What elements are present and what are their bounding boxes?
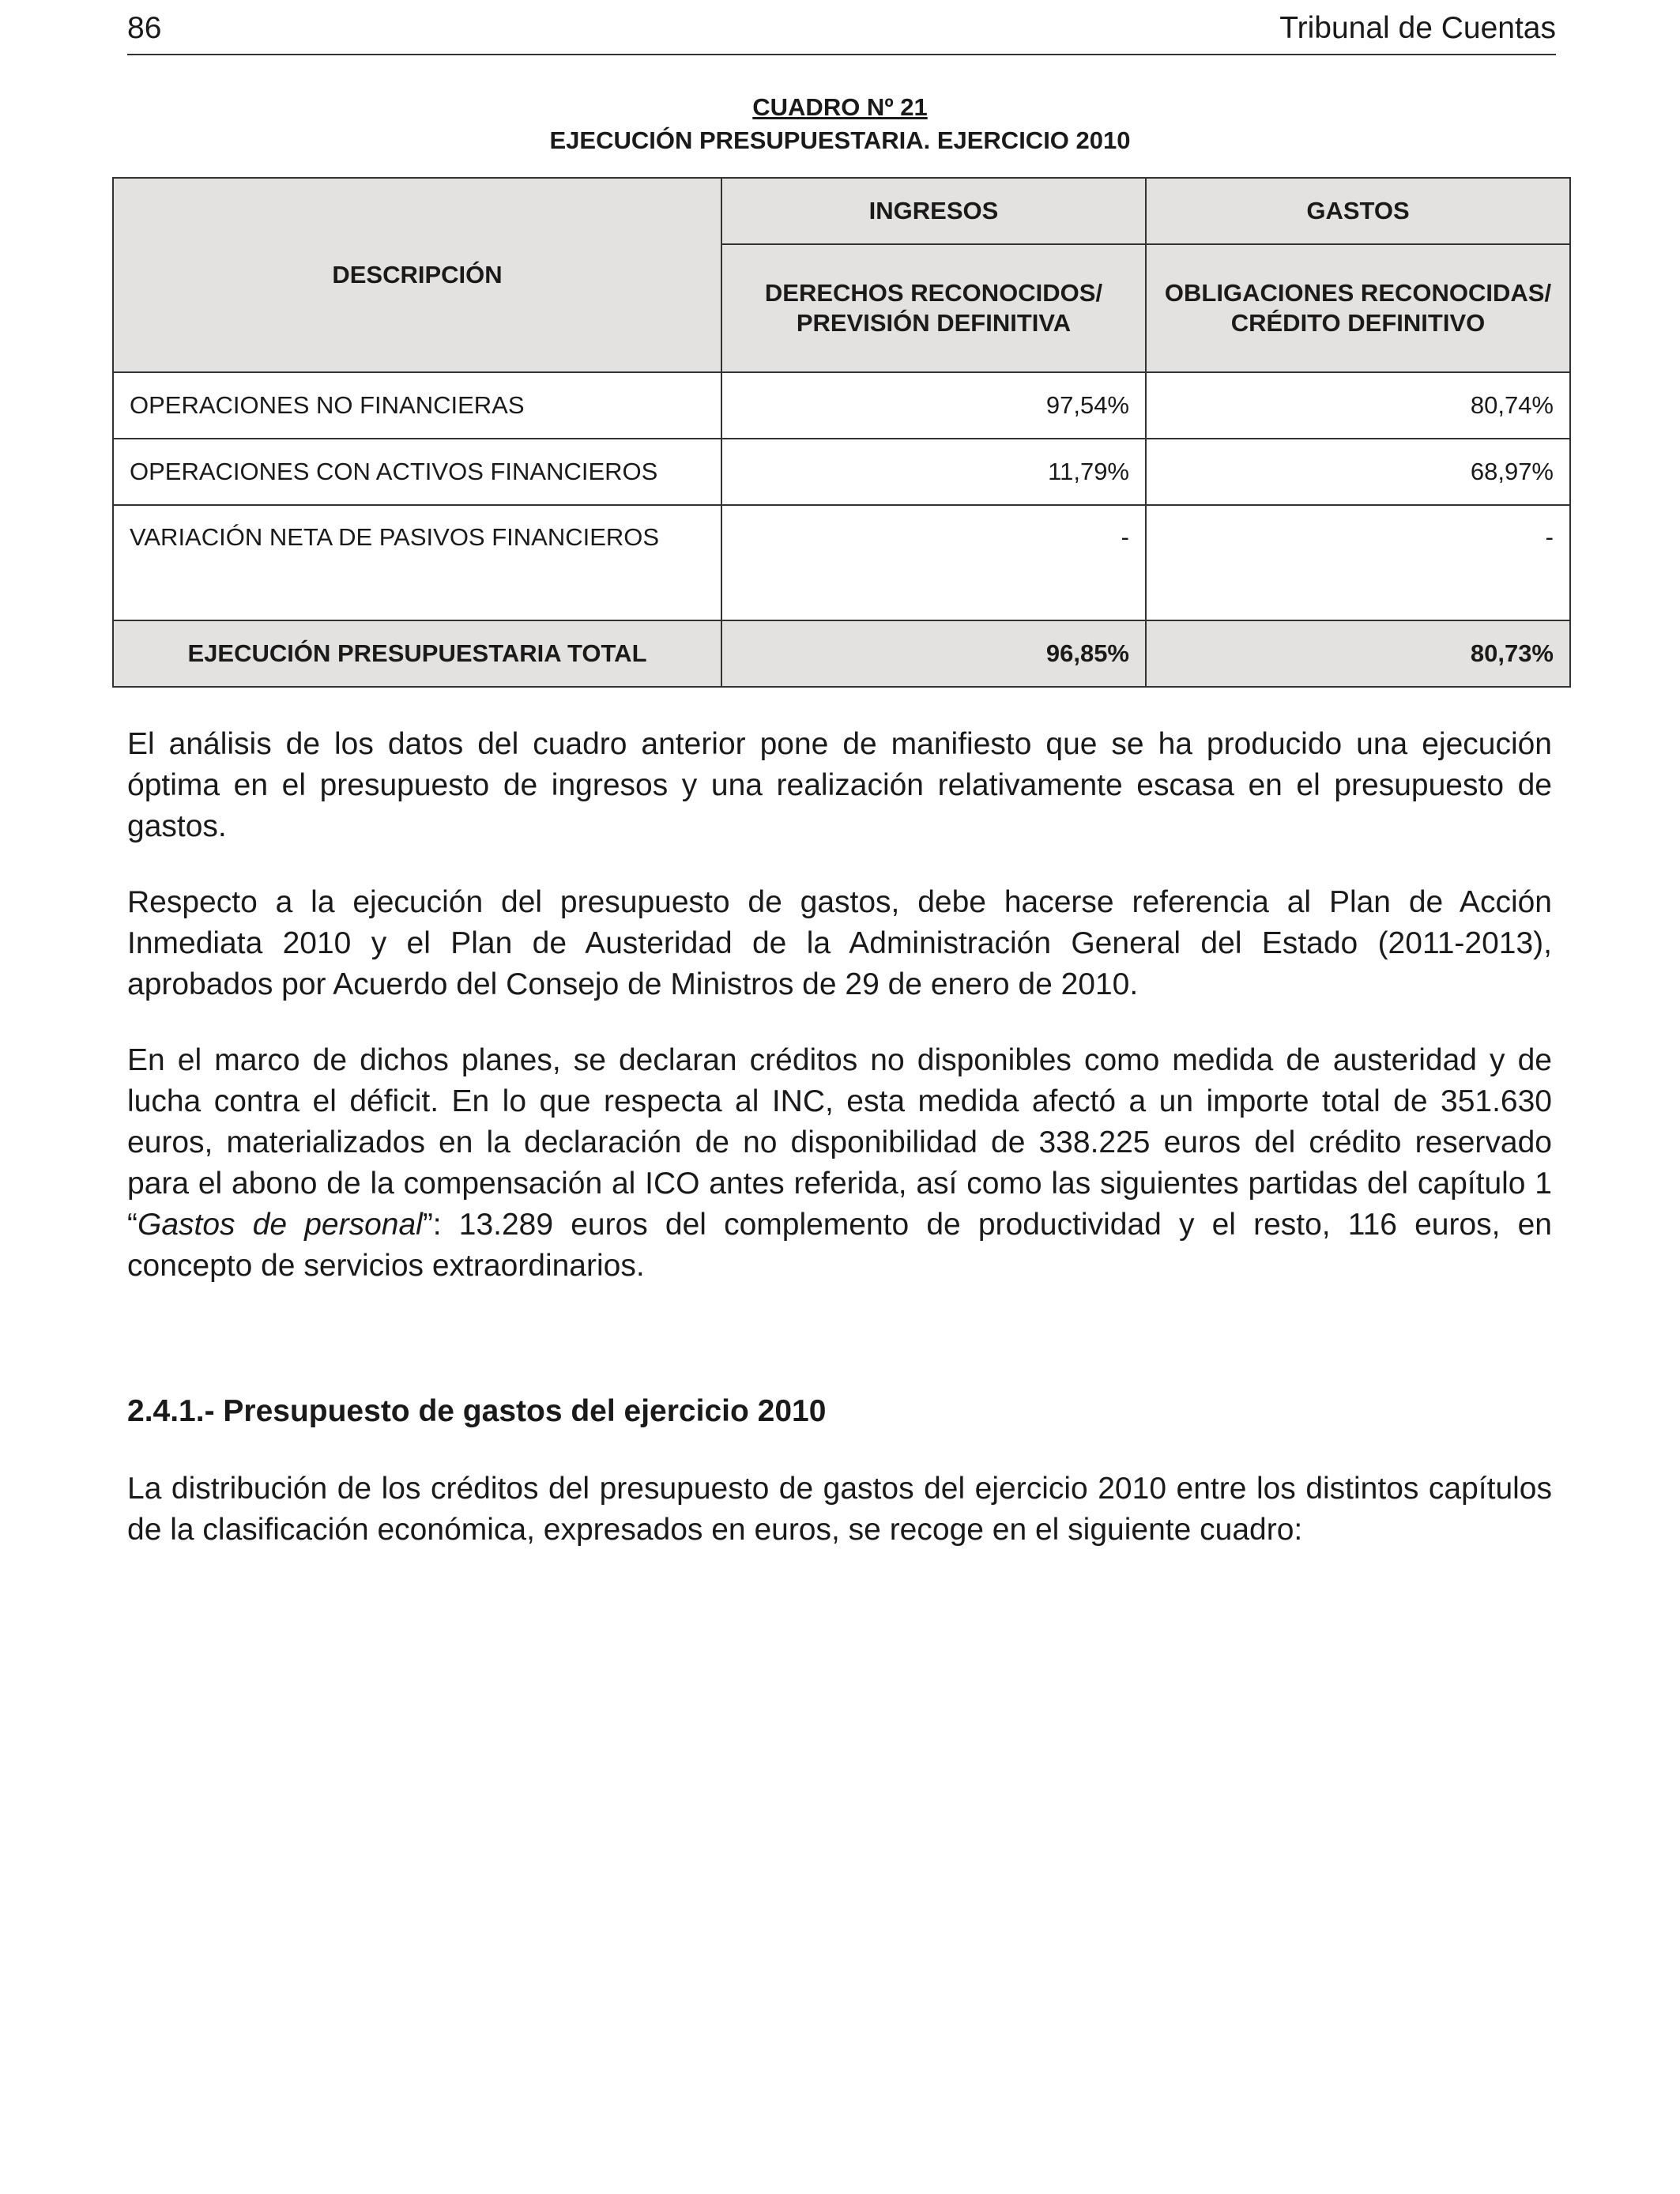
row-ingresos: 11,79% <box>721 439 1146 505</box>
page-number: 86 <box>127 11 162 45</box>
table-row <box>113 505 1570 620</box>
budget-execution-table <box>112 177 1571 688</box>
paragraph-austerity-text-end: ”: 13.289 euros del complemento de productividad y el resto, 116 euros, en concepto de servicios extraordinarios. <box>127 1208 1552 1283</box>
row-label: VARIACIÓN NETA DE PASIVOS FINANCIEROS <box>113 505 721 620</box>
total-label: EJECUCIÓN PRESUPUESTARIA TOTAL <box>113 620 721 687</box>
header-descripcion: DESCRIPCIÓN <box>113 178 721 372</box>
total-ingresos: 96,85% <box>721 620 1146 687</box>
subheader-gastos: OBLIGACIONES RECONOCIDAS/ CRÉDITO DEFINITIVO <box>1146 244 1570 372</box>
row-ingresos: - <box>721 505 1146 620</box>
table-caption-title: EJECUCIÓN PRESUPUESTARIA. EJERCICIO 2010 <box>549 126 1131 154</box>
row-gastos: 68,97% <box>1146 439 1570 505</box>
paragraph-austerity <box>127 1040 1552 1287</box>
row-gastos: - <box>1146 505 1570 620</box>
paragraph-plans: Respecto a la ejecución del presupuesto de gastos, debe hacerse referencia al Plan de Acción Inmediata 2010 y el Plan de Austeridad de la Administración General del Estado (2011-2013), aprobados por Acuerdo del Consejo de Ministros de 29 de enero de 2010. <box>127 885 1552 1001</box>
subheader-ingresos: DERECHOS RECONOCIDOS/ PREVISIÓN DEFINITIVA <box>721 244 1146 372</box>
row-label: OPERACIONES NO FINANCIERAS <box>113 372 721 439</box>
running-title: Tribunal de Cuentas <box>1279 11 1556 45</box>
row-gastos: 80,74% <box>1146 372 1570 439</box>
paragraph-austerity-text: En el marco de dichos planes, se declaran créditos no disponibles como medida de austeridad y de lucha contra el déficit. En lo que respecta al INC, esta medida afectó a un importe total de 351.630 euros, materializados en la declaración de no disponibilidad de 338.225 euros del crédito reservado para el abono de la compensación al ICO antes referida, así como las siguientes partidas del capítulo 1 “ <box>127 1043 1552 1242</box>
table-caption-number: CUADRO Nº 21 <box>752 93 928 121</box>
table-total-row <box>113 620 1570 687</box>
table-row <box>113 372 1570 439</box>
paragraph-austerity-italic: Gastos de personal <box>137 1208 423 1242</box>
table-row <box>113 439 1570 505</box>
row-ingresos: 97,54% <box>721 372 1146 439</box>
paragraph-analysis: El análisis de los datos del cuadro anterior pone de manifiesto que se ha producido una ejecución óptima en el presupuesto de ingresos y una realización relativamente escasa en el presupuesto de gastos. <box>127 727 1552 843</box>
page-header <box>127 0 1556 55</box>
section-heading: 2.4.1.- Presupuesto de gastos del ejercicio 2010 <box>127 1394 827 1428</box>
header-ingresos: INGRESOS <box>721 178 1146 244</box>
paragraph-distribution: La distribución de los créditos del presupuesto de gastos del ejercicio 2010 entre los distintos capítulos de la clasificación económica, expresados en euros, se recoge en el siguiente cuadro: <box>127 1472 1552 1547</box>
header-gastos: GASTOS <box>1146 178 1570 244</box>
total-gastos: 80,73% <box>1146 620 1570 687</box>
row-label: OPERACIONES CON ACTIVOS FINANCIEROS <box>113 439 721 505</box>
